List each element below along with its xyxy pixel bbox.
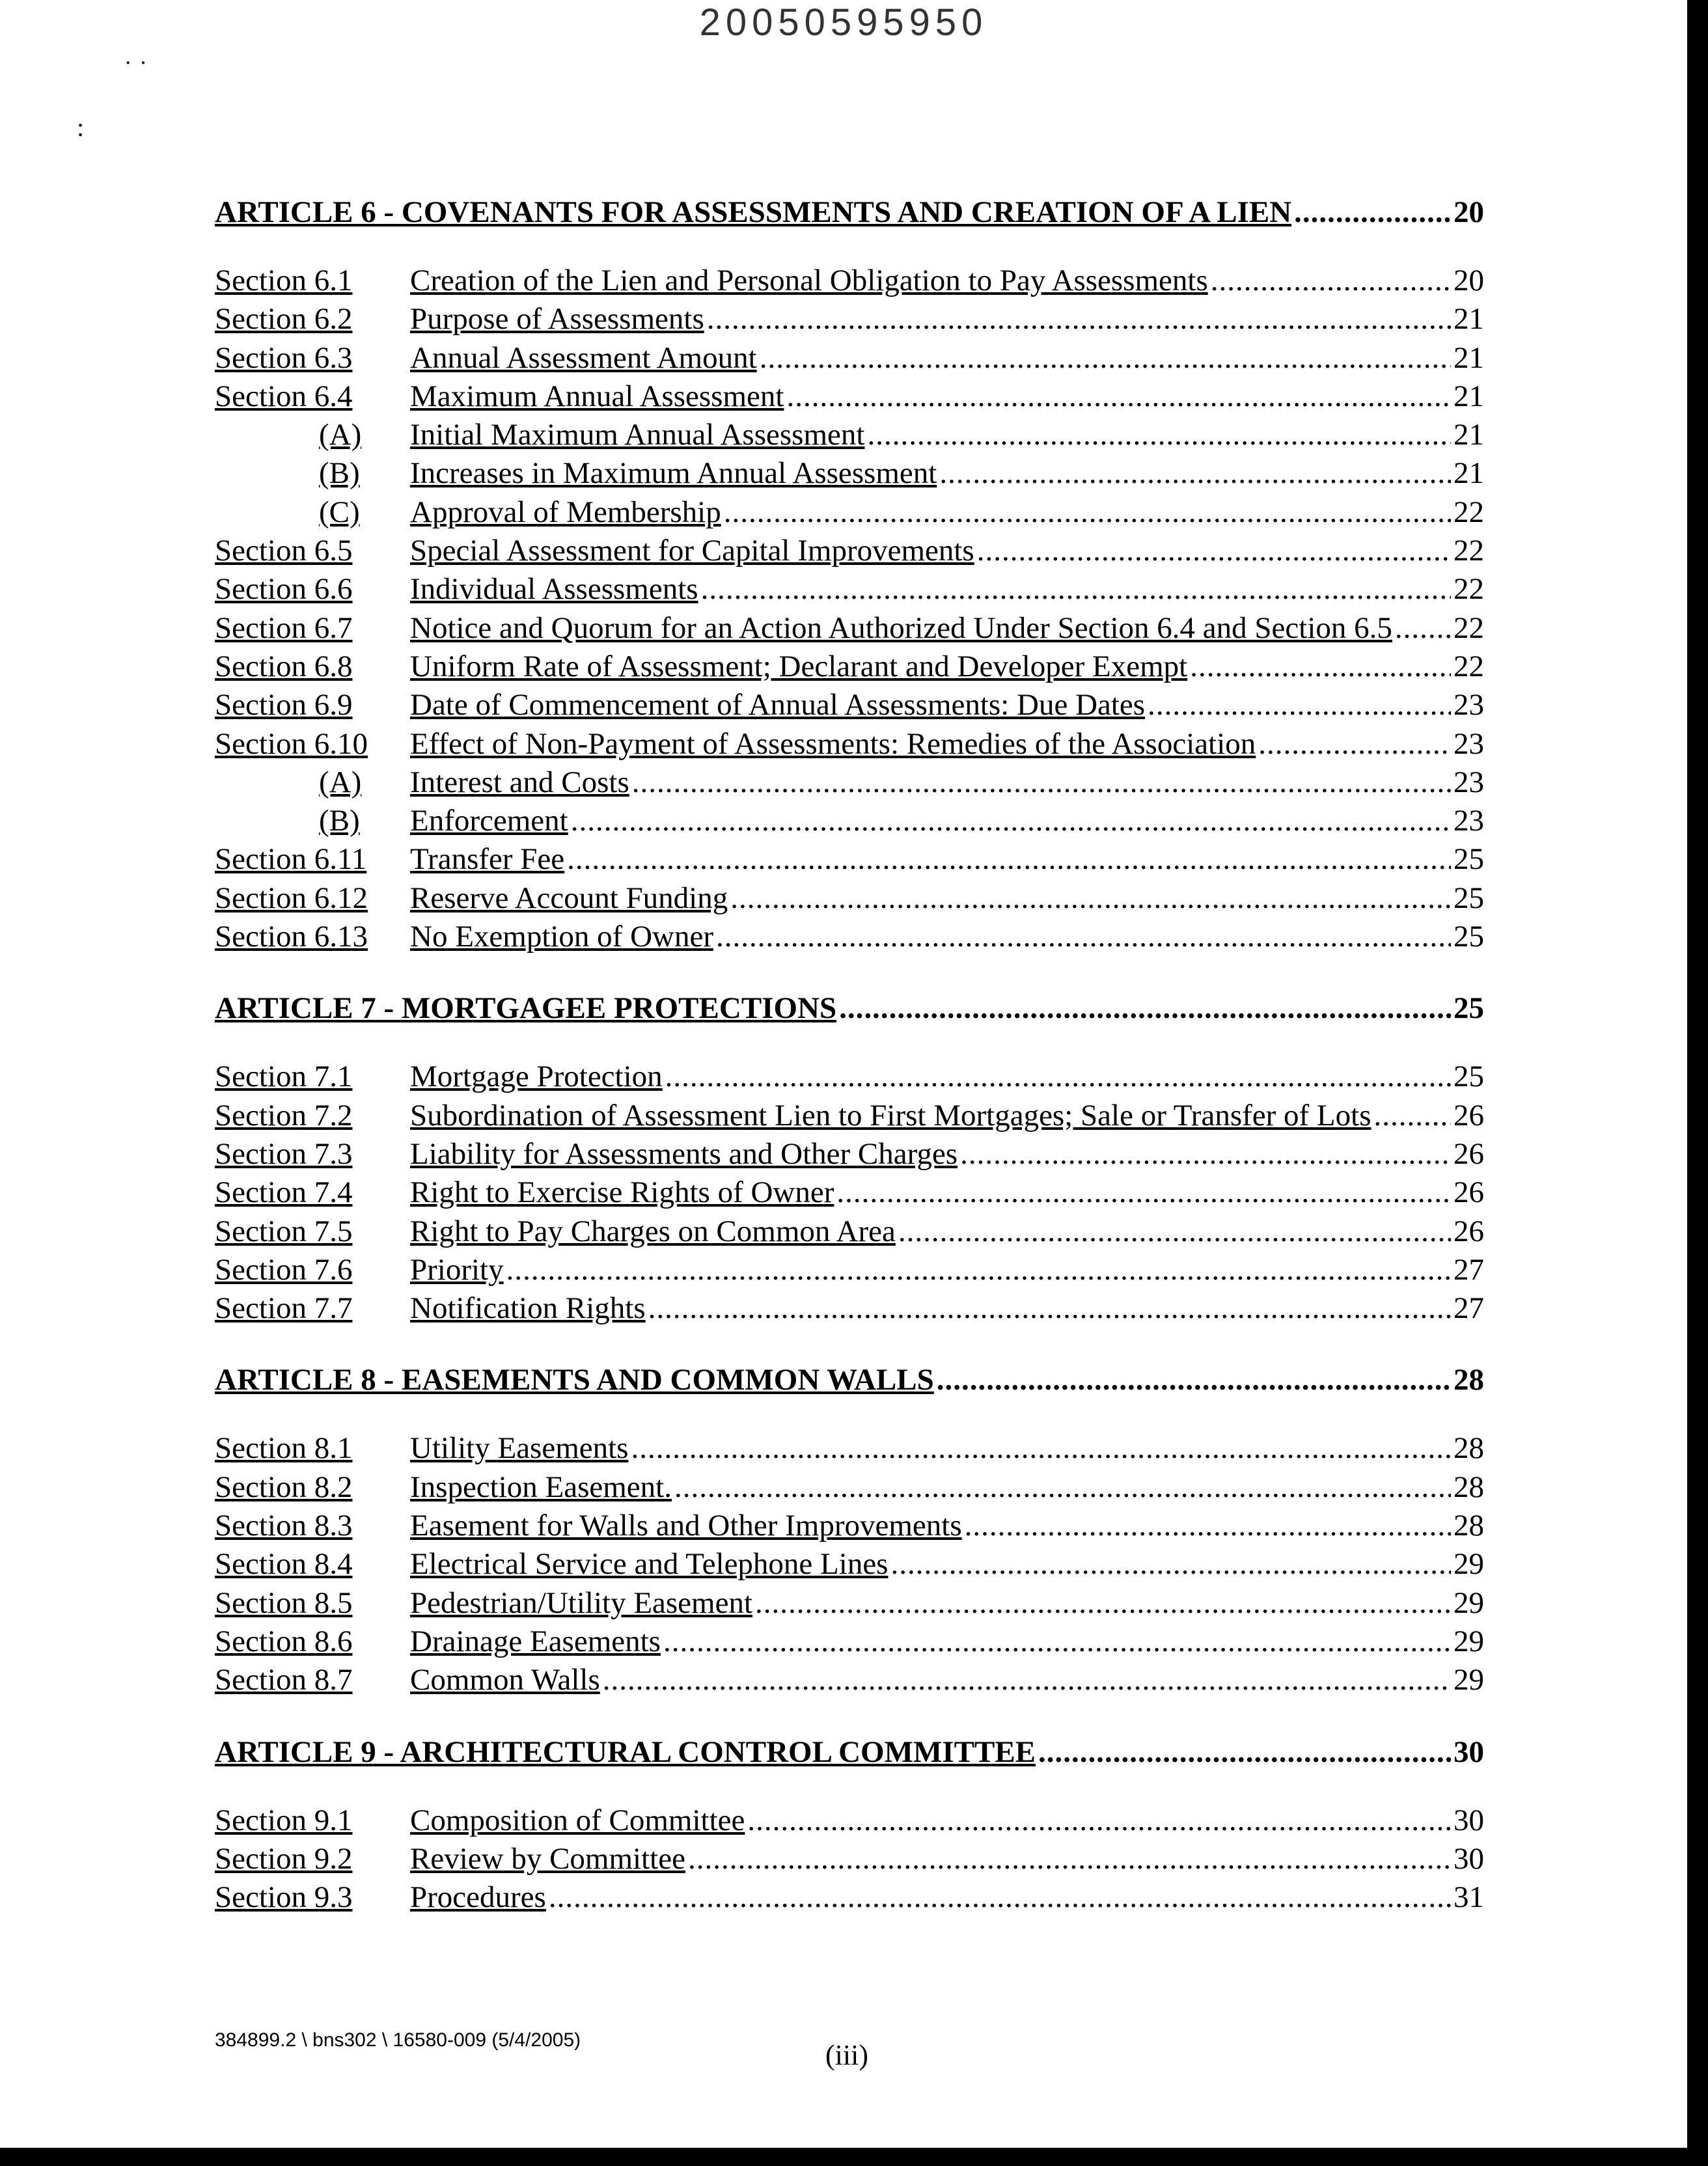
toc-entry — [215, 763, 1484, 802]
dot-leader — [760, 339, 1451, 377]
toc-entry — [215, 1840, 1484, 1878]
section-page: 31 — [1453, 1880, 1484, 1915]
toc-entry — [215, 840, 1484, 879]
section-title: Right to Pay Charges on Common Area — [410, 1214, 896, 1248]
dot-leader — [701, 570, 1451, 609]
article-page: 28 — [1453, 1363, 1484, 1397]
dot-leader — [603, 1661, 1451, 1699]
scan-specks: ˙ ˙ — [124, 55, 148, 85]
footer-reference: 384899.2 \ bns302 \ 16580-009 (5/4/2005) — [215, 2029, 581, 2051]
section-page: 22 — [1453, 495, 1484, 529]
toc-entry — [215, 648, 1484, 686]
dot-leader — [786, 377, 1451, 416]
section-page: 28 — [1453, 1431, 1484, 1466]
dot-leader — [688, 1840, 1451, 1878]
section-number: Section 6.13 — [215, 920, 368, 954]
section-title: Drainage Easements — [410, 1624, 661, 1658]
footer-page-number: (iii) — [825, 2039, 868, 2071]
section-page: 21 — [1453, 418, 1484, 452]
toc-entry — [215, 1173, 1484, 1212]
section-number: Section 6.6 — [215, 572, 353, 607]
section-title: Date of Commencement of Annual Assessments: Due Dates — [410, 688, 1146, 722]
toc-entry — [215, 377, 1484, 416]
section-number: Section 6.8 — [215, 649, 353, 683]
dot-leader — [867, 416, 1451, 454]
section-title: No Exemption of Owner — [410, 920, 713, 954]
section-page: 26 — [1453, 1175, 1484, 1210]
section-number: Section 9.2 — [215, 1841, 353, 1876]
section-title: Utility Easements — [410, 1431, 629, 1466]
subsection-number: (B) — [319, 804, 360, 838]
section-title: Composition of Committee — [410, 1803, 745, 1837]
section-title: Transfer Fee — [410, 842, 565, 877]
section-page: 27 — [1453, 1252, 1484, 1287]
section-title: Notice and Quorum for an Action Authorized Under Section 6.4 and Section 6.5 — [410, 610, 1392, 645]
section-page: 27 — [1453, 1291, 1484, 1326]
toc-entry — [215, 1507, 1484, 1545]
section-page: 28 — [1453, 1509, 1484, 1543]
dot-leader — [755, 1584, 1451, 1623]
section-page: 29 — [1453, 1663, 1484, 1697]
section-number: Section 6.5 — [215, 534, 353, 568]
toc-entry — [215, 454, 1484, 493]
dot-leader — [937, 1360, 1451, 1399]
section-title: Annual Assessment Amount — [410, 340, 757, 375]
section-number: Section 6.4 — [215, 379, 353, 413]
section-page: 29 — [1453, 1547, 1484, 1582]
toc-entry — [215, 1097, 1484, 1135]
section-number: Section 9.3 — [215, 1880, 353, 1915]
section-page: 21 — [1453, 340, 1484, 375]
section-number: Section 6.3 — [215, 340, 353, 375]
scan-specks: : — [77, 113, 85, 142]
section-title: Increases in Maximum Annual Assessment — [410, 456, 937, 491]
section-title: Effect of Non-Payment of Assessments: Remedies of the Association — [410, 726, 1256, 761]
dot-leader — [747, 1802, 1451, 1840]
section-title: Liability for Assessments and Other Charges — [410, 1136, 958, 1171]
toc-entry — [215, 1802, 1484, 1840]
dot-leader — [724, 493, 1451, 532]
article-title: ARTICLE 8 - EASEMENTS AND COMMON WALLS — [215, 1363, 934, 1397]
section-page: 25 — [1453, 920, 1484, 954]
toc-entry — [215, 1468, 1484, 1507]
toc-entry — [215, 1584, 1484, 1623]
subsection-number: (B) — [319, 456, 360, 491]
document-id: 20050595950 — [699, 1, 988, 44]
section-title: Special Assessment for Capital Improvements — [410, 534, 974, 568]
section-title: Inspection Easement. — [410, 1470, 672, 1504]
dot-leader — [1373, 1097, 1451, 1135]
section-page: 23 — [1453, 688, 1484, 722]
table-of-contents — [215, 193, 1484, 1917]
section-page: 25 — [1453, 1060, 1484, 1094]
toc-entry — [215, 725, 1484, 763]
section-number: Section 7.7 — [215, 1291, 353, 1326]
section-page: 22 — [1453, 649, 1484, 683]
dot-leader — [977, 532, 1451, 570]
section-page: 30 — [1453, 1803, 1484, 1837]
dot-leader — [707, 300, 1451, 338]
section-number: Section 8.4 — [215, 1547, 353, 1582]
toc-entry — [215, 300, 1484, 338]
toc-entry — [215, 1058, 1484, 1096]
section-title: Reserve Account Funding — [410, 881, 728, 915]
dot-leader — [1395, 609, 1451, 648]
section-title: Notification Rights — [410, 1291, 646, 1326]
dot-leader — [1211, 262, 1451, 300]
dot-leader — [663, 1623, 1451, 1661]
section-number: Section 8.2 — [215, 1470, 353, 1504]
section-title: Pedestrian/Utility Easement — [410, 1585, 753, 1620]
article-page: 20 — [1453, 195, 1484, 229]
dot-leader — [567, 840, 1451, 879]
dot-leader — [1190, 648, 1451, 686]
section-number: Section 6.12 — [215, 881, 368, 915]
section-title: Individual Assessments — [410, 572, 698, 607]
toc-entry — [215, 1878, 1484, 1917]
dot-leader — [960, 1135, 1451, 1173]
section-number: Section 6.9 — [215, 688, 353, 722]
section-title: Uniform Rate of Assessment; Declarant and Developer Exempt — [410, 649, 1188, 683]
section-title: Purpose of Assessments — [410, 302, 704, 336]
dot-leader — [730, 879, 1451, 918]
article-heading — [215, 1733, 1484, 1772]
dot-leader — [965, 1507, 1451, 1545]
section-number: Section 7.4 — [215, 1175, 353, 1210]
section-title: Priority — [410, 1252, 504, 1287]
section-number: Section 6.11 — [215, 842, 367, 877]
toc-entry — [215, 416, 1484, 454]
section-number: Section 8.1 — [215, 1431, 353, 1466]
section-page: 21 — [1453, 456, 1484, 491]
dot-leader — [631, 1429, 1451, 1468]
section-title: Mortgage Protection — [410, 1060, 663, 1094]
section-number: Section 8.5 — [215, 1585, 353, 1620]
section-number: Section 6.2 — [215, 302, 353, 336]
section-page: 23 — [1453, 804, 1484, 838]
section-page: 26 — [1453, 1214, 1484, 1248]
dot-leader — [1038, 1733, 1451, 1772]
toc-entry — [215, 532, 1484, 570]
section-number: Section 7.5 — [215, 1214, 353, 1248]
article-page: 25 — [1453, 991, 1484, 1026]
section-title: Enforcement — [410, 804, 568, 838]
section-title: Easement for Walls and Other Improvements — [410, 1509, 962, 1543]
toc-entry — [215, 1289, 1484, 1328]
section-page: 23 — [1453, 765, 1484, 799]
dot-leader — [1148, 686, 1451, 724]
dot-leader — [939, 454, 1451, 493]
dot-leader — [549, 1878, 1451, 1917]
subsection-number: (A) — [319, 765, 362, 799]
section-number: Section 6.7 — [215, 610, 353, 645]
section-page: 26 — [1453, 1098, 1484, 1132]
toc-entry — [215, 879, 1484, 918]
dot-leader — [839, 989, 1451, 1028]
dot-leader — [898, 1213, 1451, 1251]
section-number: Section 9.1 — [215, 1803, 353, 1837]
toc-entry — [215, 1251, 1484, 1289]
section-title: Right to Exercise Rights of Owner — [410, 1175, 834, 1210]
section-title: Review by Committee — [410, 1841, 685, 1876]
section-page: 21 — [1453, 302, 1484, 336]
section-title: Subordination of Assessment Lien to First Mortgages; Sale or Transfer of Lots — [410, 1098, 1371, 1132]
dot-leader — [674, 1468, 1451, 1507]
section-page: 22 — [1453, 610, 1484, 645]
section-page: 29 — [1453, 1624, 1484, 1658]
dot-leader — [836, 1173, 1451, 1212]
dot-leader — [506, 1251, 1451, 1289]
section-number: Section 7.3 — [215, 1136, 353, 1171]
section-page: 22 — [1453, 572, 1484, 607]
section-page: 28 — [1453, 1470, 1484, 1504]
article-heading — [215, 193, 1484, 232]
article-page: 30 — [1453, 1734, 1484, 1769]
toc-entry — [215, 1135, 1484, 1173]
dot-leader — [648, 1289, 1451, 1328]
toc-entry — [215, 1661, 1484, 1699]
section-title: Maximum Annual Assessment — [410, 379, 784, 413]
article-title: ARTICLE 7 - MORTGAGEE PROTECTIONS — [215, 991, 837, 1026]
section-title: Procedures — [410, 1880, 546, 1915]
section-number: Section 8.6 — [215, 1624, 353, 1658]
article-heading — [215, 1360, 1484, 1399]
toc-entry — [215, 570, 1484, 609]
toc-entry — [215, 1213, 1484, 1251]
toc-entry — [215, 686, 1484, 724]
section-title: Approval of Membership — [410, 495, 721, 529]
section-number: Section 6.10 — [215, 726, 368, 761]
article-title: ARTICLE 6 - COVENANTS FOR ASSESSMENTS AND CREATION OF A LIEN — [215, 195, 1292, 229]
section-number: Section 8.7 — [215, 1663, 353, 1697]
section-title: Electrical Service and Telephone Lines — [410, 1547, 888, 1582]
toc-entry — [215, 262, 1484, 300]
section-page: 25 — [1453, 842, 1484, 877]
toc-entry — [215, 1623, 1484, 1661]
article-title: ARTICLE 9 - ARCHITECTURAL CONTROL COMMITTEE — [215, 1734, 1036, 1769]
section-page: 30 — [1453, 1841, 1484, 1876]
dot-leader — [1258, 725, 1451, 763]
toc-entry — [215, 1545, 1484, 1583]
toc-entry — [215, 802, 1484, 840]
toc-entry — [215, 609, 1484, 648]
section-title: Creation of the Lien and Personal Obligation to Pay Assessments — [410, 264, 1208, 297]
dot-leader — [571, 802, 1451, 840]
toc-entry — [215, 339, 1484, 377]
section-number: Section 7.6 — [215, 1252, 353, 1287]
section-page: 20 — [1453, 264, 1484, 297]
section-page: 22 — [1453, 534, 1484, 568]
section-title: Common Walls — [410, 1663, 600, 1697]
section-page: 25 — [1453, 881, 1484, 915]
section-page: 29 — [1453, 1585, 1484, 1620]
toc-entry — [215, 493, 1484, 532]
dot-leader — [632, 763, 1451, 802]
dot-leader — [890, 1545, 1451, 1583]
toc-entry — [215, 1429, 1484, 1468]
dot-leader — [716, 918, 1451, 956]
subsection-number: (C) — [319, 495, 360, 529]
section-page: 21 — [1453, 379, 1484, 413]
article-heading — [215, 989, 1484, 1028]
subsection-number: (A) — [319, 418, 362, 452]
section-number: Section 7.2 — [215, 1098, 353, 1132]
section-number: Section 8.3 — [215, 1509, 353, 1543]
section-page: 23 — [1453, 726, 1484, 761]
section-page: 26 — [1453, 1136, 1484, 1171]
dot-leader — [665, 1058, 1451, 1096]
section-number: Section 6.1 — [215, 264, 353, 297]
dot-leader — [1294, 193, 1451, 232]
toc-entry — [215, 918, 1484, 956]
section-title: Initial Maximum Annual Assessment — [410, 418, 865, 452]
section-number: Section 7.1 — [215, 1060, 353, 1094]
section-title: Interest and Costs — [410, 765, 629, 799]
